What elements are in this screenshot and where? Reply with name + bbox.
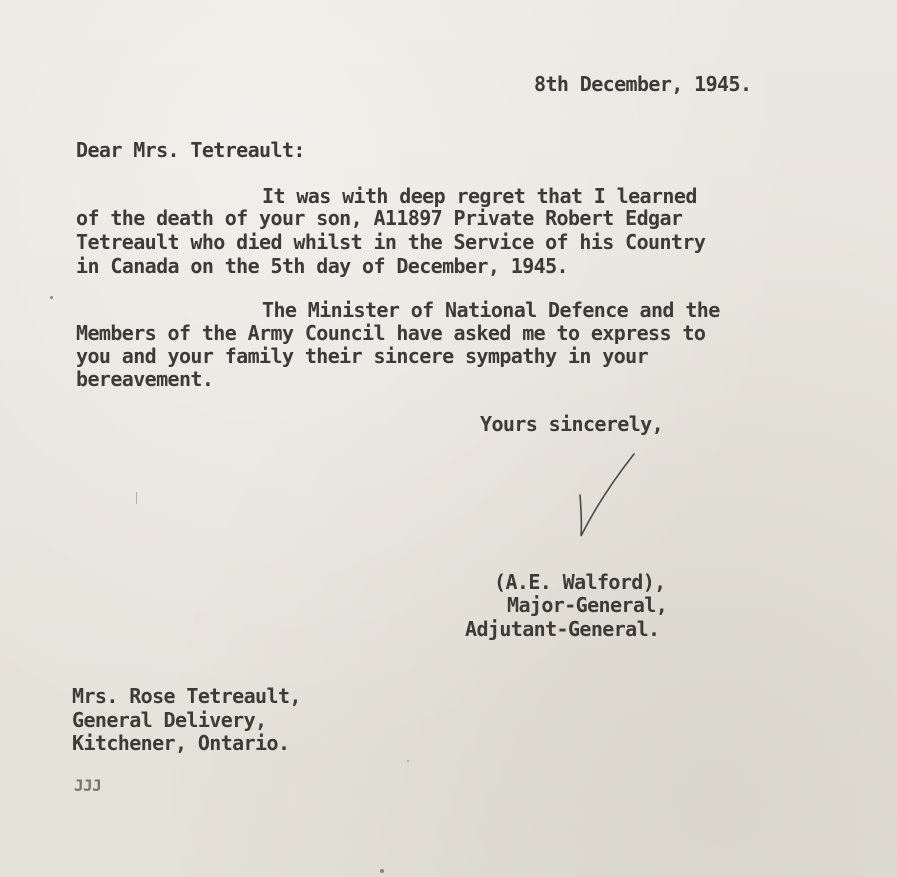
closing: Yours sincerely, bbox=[480, 412, 664, 436]
paragraph2-line: Members of the Army Council have asked me to express to bbox=[76, 321, 706, 345]
salutation: Dear Mrs. Tetreault: bbox=[76, 138, 305, 162]
recipient-city: Kitchener, Ontario. bbox=[72, 731, 290, 755]
paragraph1-line: It was with deep regret that I learned bbox=[262, 184, 697, 208]
typist-initials: JJJ bbox=[74, 776, 102, 795]
signatory-title: Adjutant-General. bbox=[465, 617, 660, 641]
paragraph2-line: you and your family their sincere sympathy in your bbox=[76, 344, 649, 368]
signatory-name: (A.E. Walford), bbox=[494, 570, 666, 594]
signature-checkmark bbox=[572, 450, 642, 545]
paragraph2-line: The Minister of National Defence and the bbox=[262, 298, 720, 322]
recipient-address: General Delivery, bbox=[72, 708, 267, 732]
paragraph1-line: of the death of your son, A11897 Private Robert Edgar bbox=[76, 206, 683, 230]
paper-speck bbox=[380, 869, 384, 873]
recipient-name: Mrs. Rose Tetreault, bbox=[72, 684, 301, 708]
paragraph1-line: Tetreault who died whilst in the Service of his Country bbox=[76, 230, 706, 254]
paragraph1-line: in Canada on the 5th day of December, 1945. bbox=[76, 254, 568, 278]
letter-date: 8th December, 1945. bbox=[534, 72, 752, 96]
signatory-rank: Major-General, bbox=[507, 593, 668, 617]
paper-speck bbox=[136, 492, 137, 504]
paragraph2-line: bereavement. bbox=[76, 367, 214, 391]
paper-speck bbox=[50, 296, 53, 299]
paper-speck bbox=[407, 760, 409, 762]
